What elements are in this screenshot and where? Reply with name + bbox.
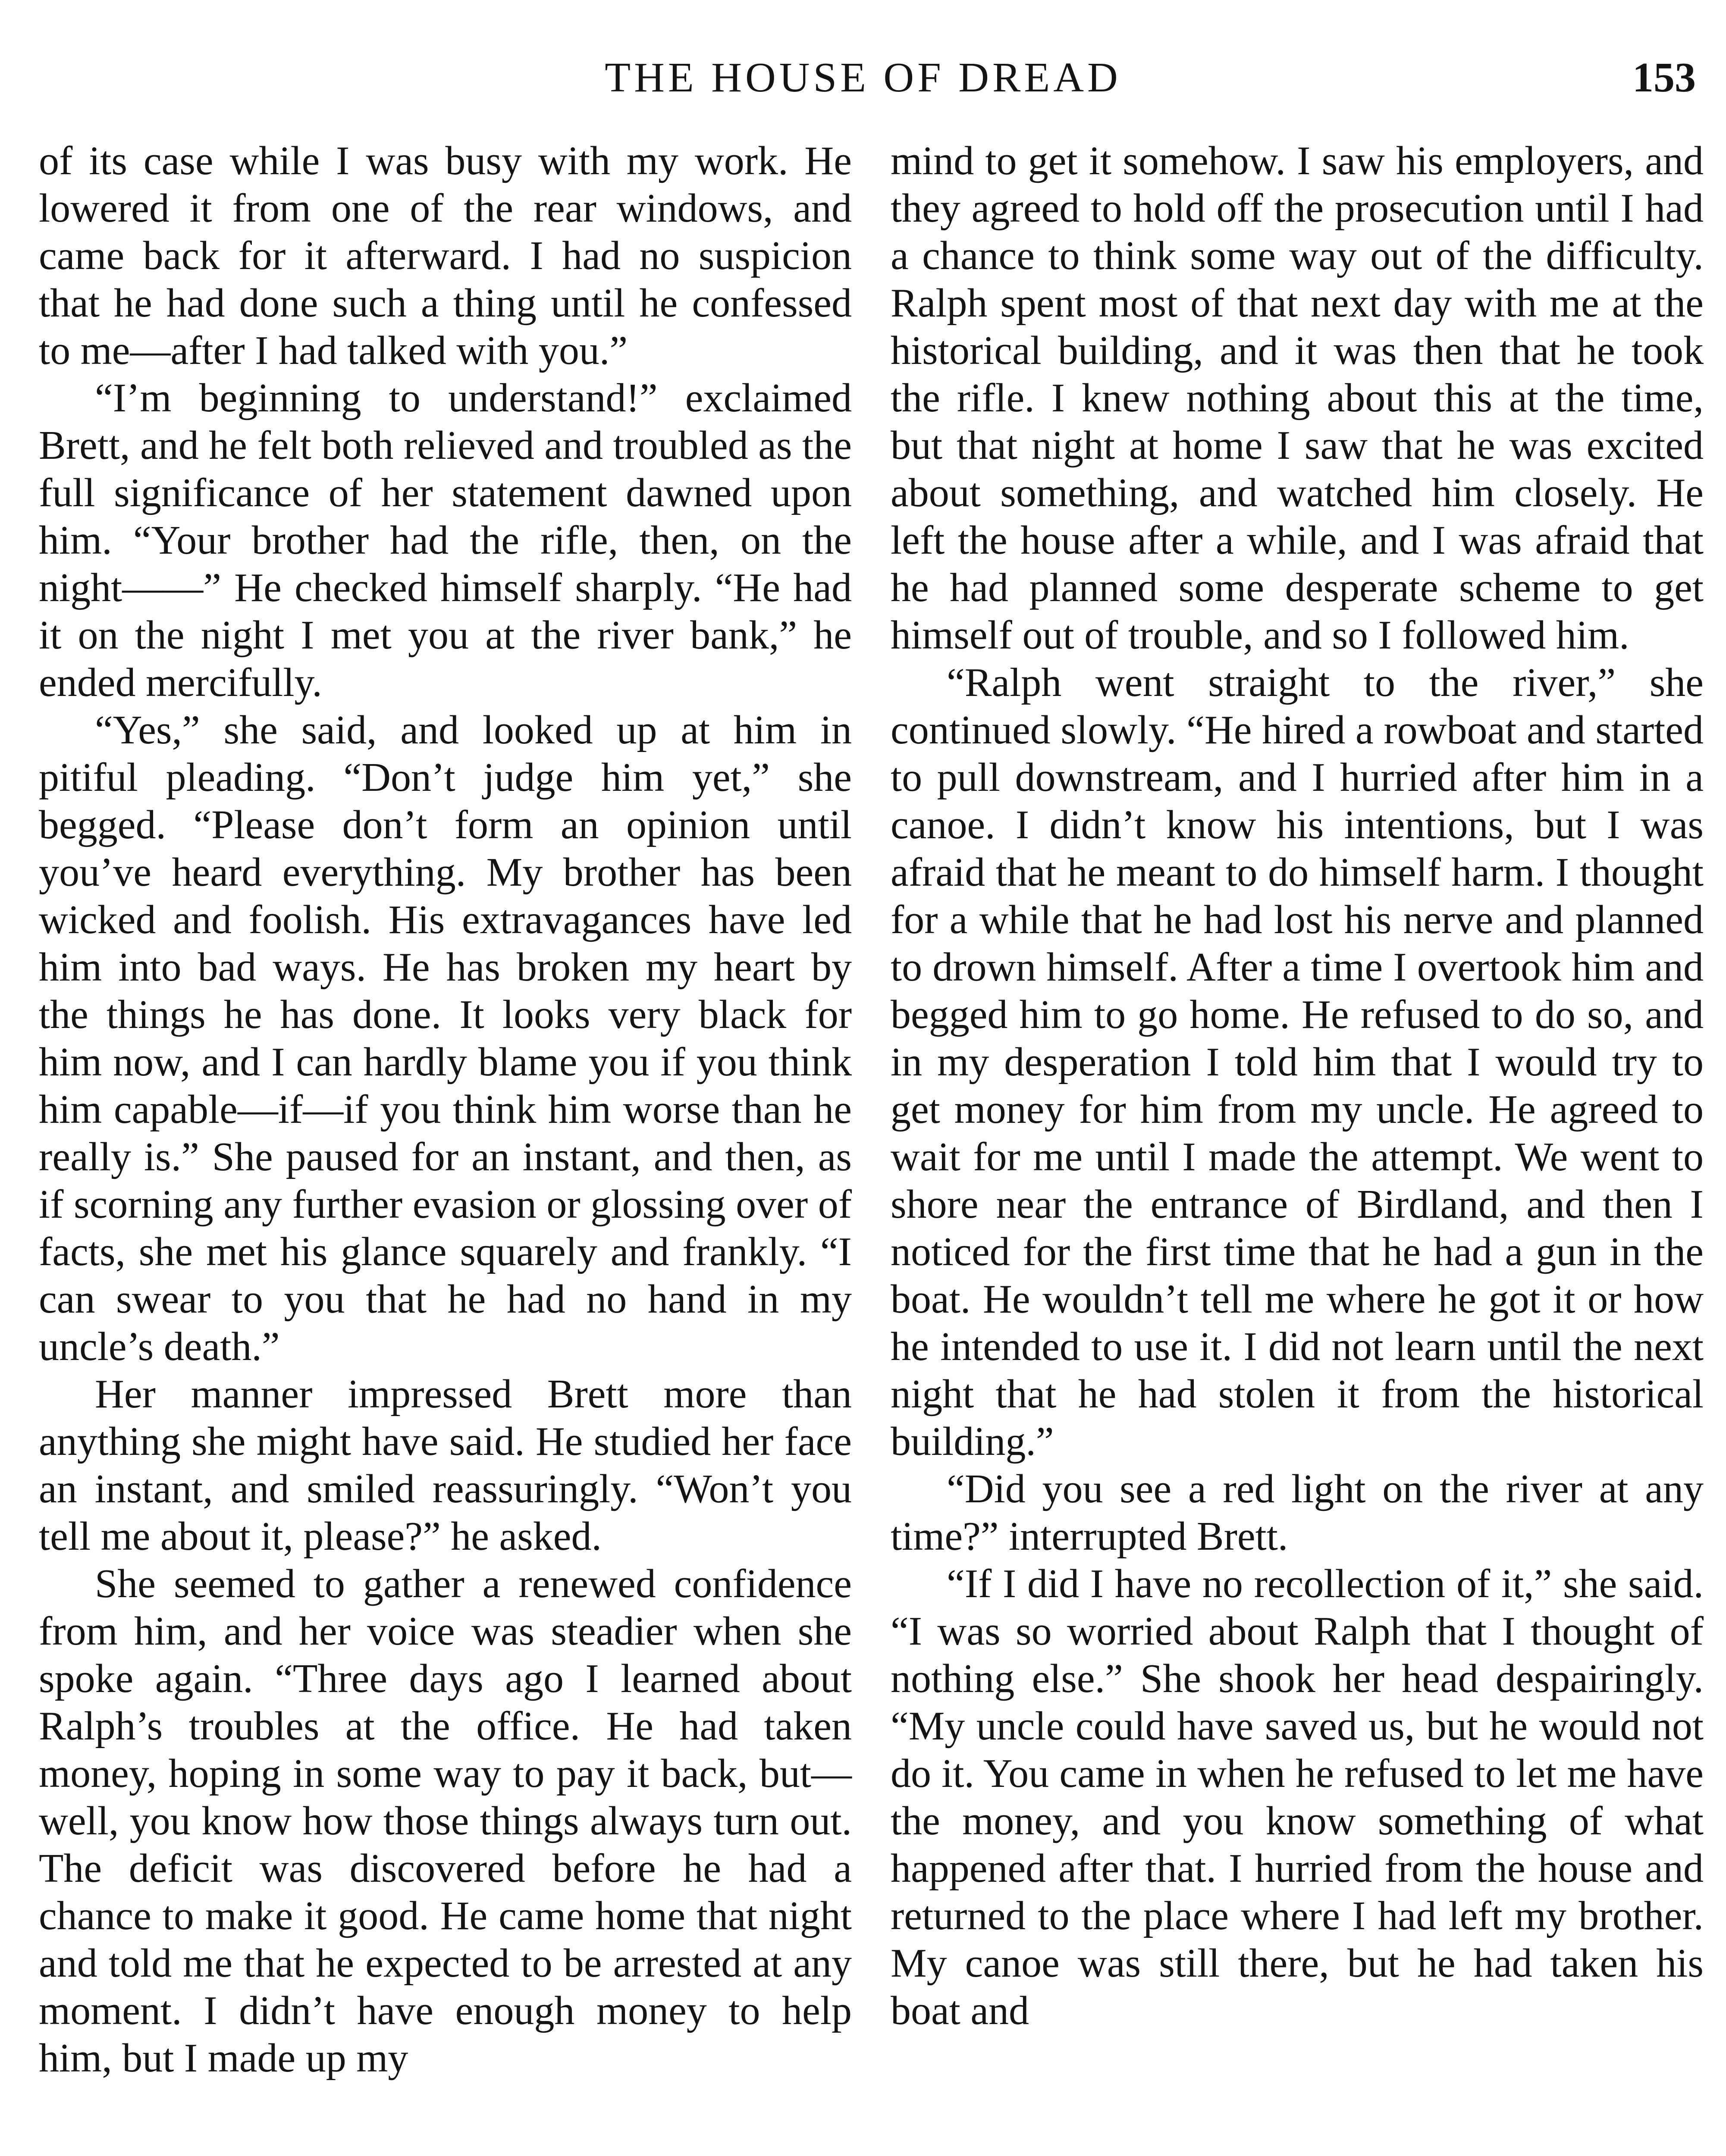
paragraph: “Ralph went straight to the river,” she continued slowly. “He hired a rowboat and started to pull downstream, and I hurried after him in a canoe. I didn’t know his intentions, but I was afraid that he meant to do himself harm. I thought for a while that he had lost his nerve and planned to drown himself. After a time I overtook him and begged him to go home. He refused to do so, and in my desperation I told him that I would try to get money for him from my uncle. He agreed to wait for me until I made the attempt. We went to shore near the entrance of Birdland, and then I noticed for the first time that he had a gun in the boat. He wouldn’t tell me where he got it or how he intended to use it. I did not learn until the next night that he had stolen it from the historical building.” [891, 660, 1704, 1464]
paragraph: of its case while I was busy with my work. He lowered it from one of the rear windows, and came back for it afterward. I had no suspicion that he had done such a thing until he confessed to me—after I had talked with you.” [39, 138, 852, 373]
paragraph: She seemed to gather a renewed confidence from him, and her voice was steadier when she spoke again. “Three days ago I learned about Ralph’s troubles at the office. He had taken money, hoping in some way to pay it back, but—well, you know how those things always turn out. The deficit was discovered before he had a chance to make it good. He came home that night and told me that he expected to be arrested at any moment. I didn’t have enough money to help him, but I made up my [39, 1561, 852, 2081]
paragraph: “Did you see a red light on the river at any time?” interrupted Brett. [891, 1467, 1704, 1559]
paragraph: “If I did I have no recollection of it,” she said. “I was so worried about Ralph that I thought of nothing else.” She shook her head despairingly. “My uncle could have saved us, but he would not do it. You came in when he refused to let me have the money, and you know something of what happened after that. I hurried from the house and returned to the place where I had left my brother. My canoe was still there, but he had taken his boat and [891, 1561, 1704, 2033]
paragraph: Her manner impressed Brett more than anything she might have said. He studied her face an instant, and smiled reassuringly. “Won’t you tell me about it, please?” he asked. [39, 1372, 852, 1559]
page-header [0, 47, 1726, 108]
text-column-right [891, 137, 1704, 2034]
page-number: 153 [1632, 54, 1696, 101]
paragraph: “I’m beginning to understand!” exclaimed Brett, and he felt both relieved and troubled as the full significance of her statement dawned upon him. “Your brother had the rifle, then, on the night——” He checked himself sharply. “He had it on the night I met you at the river bank,” he ended mercifully. [39, 376, 852, 705]
paragraph: “Yes,” she said, and looked up at him in pitiful pleading. “Don’t judge him yet,” she begged. “Please don’t form an opinion until you’ve heard everything. My brother has been wicked and foolish. His extravagances have led him into bad ways. He has broken my heart by the things he has done. It looks very black for him now, and I can hardly blame you if you think him capable—if—if you think him worse than he really is.” She paused for an instant, and then, as if scorning any further evasion or glossing over of facts, she met his glance squarely and frankly. “I can swear to you that he had no hand in my uncle’s death.” [39, 708, 852, 1369]
running-title: THE HOUSE OF DREAD [605, 54, 1121, 101]
paragraph: mind to get it somehow. I saw his employers, and they agreed to hold off the prosecution until I had a chance to think some way out of the difficulty. Ralph spent most of that next day with me at the historical building, and it was then that he took the rifle. I knew nothing about this at the time, but that night at home I saw that he was excited about something, and watched him closely. He left the house after a while, and I was afraid that he had planned some desperate scheme to get himself out of trouble, and so I followed him. [891, 138, 1704, 658]
text-column-left [39, 137, 852, 2082]
